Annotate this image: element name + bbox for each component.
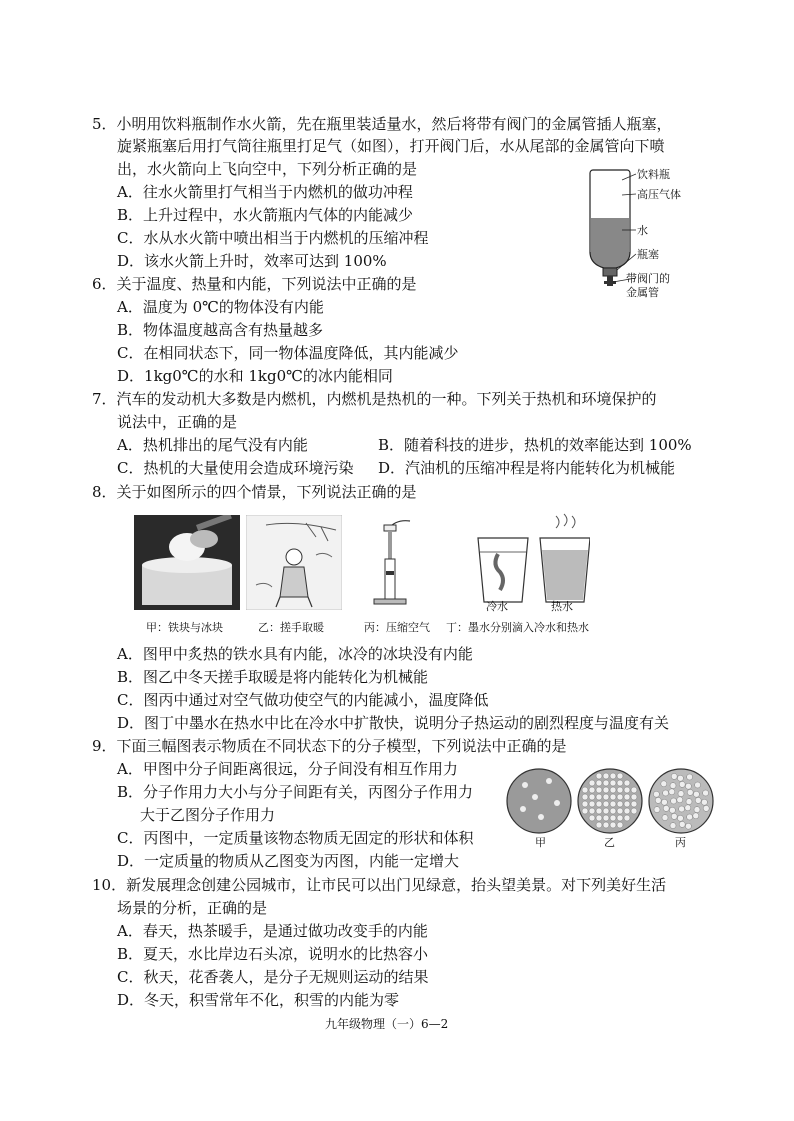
molecule-dot	[685, 823, 691, 829]
molecule-dot	[603, 808, 609, 814]
molecule-dot	[603, 801, 609, 807]
molecule-dot	[617, 801, 623, 807]
q6-stem: 6．关于温度、热量和内能，下列说法中正确的是	[92, 275, 417, 293]
q7-option-a: A．热机排出的尾气没有内能	[117, 436, 308, 454]
molecule-dot	[631, 787, 637, 793]
q10-option-a: A．春天，热茶暖手，是通过做功改变手的内能	[117, 922, 428, 940]
q5-option-b: B．上升过程中，水火箭瓶内气体的内能减少	[117, 206, 414, 224]
molecule-dot	[589, 787, 595, 793]
q7-option-b: B．随着科技的进步，热机的效率能达到 100%	[378, 436, 692, 454]
molecule-dot	[596, 794, 602, 800]
molecule-dot	[671, 798, 677, 804]
molecule-dot	[693, 791, 699, 797]
q5-stem-line2: 旋紧瓶塞后用打气筒往瓶里打足气（如图），打开阀门后，水从尾部的金属管向下喷	[117, 137, 665, 155]
molecule-dot	[596, 787, 602, 793]
q7-stem-line2: 说法中，正确的是	[117, 413, 238, 431]
q8-stem: 8．关于如图所示的四个情景，下列说法正确的是	[92, 483, 417, 501]
molecule-dot	[678, 791, 684, 797]
q6-option-c: C．在相同状态下，同一物体温度降低，其内能减少	[117, 344, 459, 362]
molecule-dot	[617, 773, 623, 779]
molecule-dot	[677, 797, 683, 803]
molecule-dot	[687, 814, 693, 820]
molecule-dot	[703, 805, 709, 811]
molecule-dot	[694, 807, 700, 813]
molecule-dot	[610, 780, 616, 786]
molecule-dot	[701, 799, 707, 805]
label-jia: 甲	[535, 836, 546, 849]
q6-option-d: D．1kg0℃的水和 1kg0℃的冰内能相同	[117, 367, 393, 385]
caption-jia: 甲：铁块与冰块	[146, 621, 223, 634]
molecule-dot	[589, 808, 595, 814]
q10-option-d: D．冬天，积雪常年不化，积雪的内能为零	[117, 991, 400, 1009]
label-bing: 丙	[675, 836, 686, 849]
molecule-dot	[671, 813, 677, 819]
iron-and-ice-photo	[134, 515, 240, 610]
molecule-dot	[582, 808, 588, 814]
compress-air-apparatus	[366, 515, 416, 610]
molecule-dot	[617, 822, 623, 828]
molecule-dot	[670, 823, 676, 829]
molecule-dot	[663, 805, 669, 811]
molecule-dot	[603, 773, 609, 779]
molecule-dot	[596, 822, 602, 828]
label-stopper: 瓶塞	[637, 248, 659, 261]
label-water: 水	[637, 224, 648, 237]
q9-option-a: A．甲图中分子间距离很远，分子间没有相互作用力	[117, 760, 458, 778]
page-footer: 九年级物理（一）6—2	[325, 1017, 449, 1031]
molecule-dot	[693, 813, 699, 819]
q5-option-a: A．往水火箭里打气相当于内燃机的做功冲程	[117, 183, 413, 201]
molecule-dot	[582, 801, 588, 807]
molecule-dot	[662, 815, 668, 821]
molecule-dot	[596, 815, 602, 821]
molecule-dot	[617, 780, 623, 786]
molecule-dot	[610, 822, 616, 828]
molecule-dot	[589, 794, 595, 800]
molecule-dot	[653, 791, 659, 797]
molecule-dot	[654, 807, 660, 813]
molecule-dot	[631, 808, 637, 814]
q5-option-c: C．水从水火箭中喷出相当于内燃机的压缩冲程	[117, 229, 429, 247]
molecule-dot	[610, 787, 616, 793]
rubbing-hands-drawing	[246, 515, 342, 610]
q7-option-c: C．热机的大量使用会造成环境污染	[117, 459, 354, 477]
q8-option-b: B．图乙中冬天搓手取暖是将内能转化为机械能	[117, 668, 429, 686]
molecule-dot	[610, 773, 616, 779]
molecule-dot	[610, 801, 616, 807]
q8-option-c: C．图丙中通过对空气做功使空气的内能减小，温度降低	[117, 691, 489, 709]
q10-stem-line2: 场景的分析，正确的是	[117, 899, 268, 917]
molecule-dot	[695, 797, 701, 803]
q5-stem-line1: 5．小明用饮料瓶制作水火箭，先在瓶里装适量水，然后将带有阀门的金属管插人瓶塞，	[92, 115, 672, 133]
molecule-dot	[582, 794, 588, 800]
molecule-dot	[603, 822, 609, 828]
molecule-dot	[687, 774, 693, 780]
molecule-dot	[610, 794, 616, 800]
molecule-dot	[677, 775, 683, 781]
q6-option-a: A．温度为 0℃的物体没有内能	[117, 298, 324, 316]
q9-option-b-cont: 大于乙图分子作用力	[140, 806, 276, 824]
molecule-dot	[617, 815, 623, 821]
q7-option-d: D．汽油机的压缩冲程是将内能转化为机械能	[378, 459, 676, 477]
molecule-dot	[596, 808, 602, 814]
molecule-dot	[589, 780, 595, 786]
molecule-dot	[603, 815, 609, 821]
molecule-dot	[589, 801, 595, 807]
molecule-dot	[671, 773, 677, 779]
molecule-dot	[610, 808, 616, 814]
q9-stem: 9．下面三幅图表示物质在不同状态下的分子模型，下列说法中正确的是	[92, 737, 567, 755]
molecule-dot	[624, 815, 630, 821]
label-high-pressure-gas: 高压气体	[637, 188, 681, 201]
q5-stem-line3: 出，水火箭向上飞向空中，下列分析正确的是	[117, 160, 418, 178]
q5-option-d: D．该水火箭上升时，效率可达到 100%	[117, 252, 387, 270]
molecule-dot	[582, 787, 588, 793]
q9-option-d: D．一定质量的物质从乙图变为丙图，内能一定增大	[117, 852, 460, 870]
molecule-dot	[603, 787, 609, 793]
molecule-dot	[610, 815, 616, 821]
molecule-dot	[631, 794, 637, 800]
molecule-dot	[617, 787, 623, 793]
molecule-dot	[617, 794, 623, 800]
q10-option-b: B．夏天，水比岸边石头凉，说明水的比热容小	[117, 945, 429, 963]
molecule-dot	[686, 799, 692, 805]
molecule-dot	[695, 782, 701, 788]
label-cold-water: 冷水	[486, 600, 508, 613]
molecule-dot	[677, 815, 683, 821]
molecule-dot	[661, 781, 667, 787]
molecule-dot	[679, 806, 685, 812]
ink-diffusion-beakers	[470, 510, 590, 610]
label-pipe-line2: 金属管	[626, 286, 659, 299]
label-pipe-line1: 带阀门的	[626, 272, 670, 285]
q7-stem-line1: 7．汽车的发动机大多数是内燃机，内燃机是热机的一种。下列关于热机和环境保护的	[92, 390, 657, 408]
molecule-dot	[596, 780, 602, 786]
q9-option-c: C．丙图中，一定质量该物态物质无固定的形状和体积	[117, 829, 474, 847]
label-hot-water: 热水	[551, 600, 573, 613]
q9-option-b: B．分子作用力大小与分子间距有关，丙图分子作用力	[117, 783, 474, 801]
molecule-dot	[679, 781, 685, 787]
molecule-dot	[663, 790, 669, 796]
molecule-dot	[624, 794, 630, 800]
molecule-dot	[661, 799, 667, 805]
molecule-dot	[679, 821, 685, 827]
molecule-dot	[703, 790, 709, 796]
q10-stem-line1: 10．新发展理念创建公园城市，让市民可以出门见绿意，抬头望美景。对下列美好生活	[92, 876, 667, 894]
molecule-dot	[669, 807, 675, 813]
q10-option-c: C．秋天，花香袭人，是分子无规则运动的结果	[117, 968, 429, 986]
molecule-dot	[685, 805, 691, 811]
caption-ding: 丁：墨水分别滴入冷水和热水	[446, 621, 589, 634]
q8-option-a: A．图甲中炙热的铁水具有内能，冰冷的冰块没有内能	[117, 645, 473, 663]
molecule-dot	[603, 794, 609, 800]
molecule-dot	[685, 783, 691, 789]
molecule-dot	[687, 789, 693, 795]
molecule-dot	[624, 780, 630, 786]
molecule-dot	[669, 789, 675, 795]
label-yi: 乙	[604, 836, 615, 849]
molecule-dot	[655, 797, 661, 803]
molecule-dot	[624, 787, 630, 793]
q6-option-b: B．物体温度越高含有热量越多	[117, 321, 324, 339]
molecule-dot	[624, 808, 630, 814]
molecule-dot	[631, 801, 637, 807]
molecular-models-figure	[505, 765, 715, 837]
molecule-dot	[624, 801, 630, 807]
molecule-dot	[670, 783, 676, 789]
molecule-dot	[596, 773, 602, 779]
caption-yi: 乙：搓手取暖	[258, 621, 324, 634]
molecule-dot	[589, 815, 595, 821]
caption-bing: 丙：压缩空气	[364, 621, 430, 634]
molecule-dot	[596, 801, 602, 807]
label-bottle: 饮料瓶	[637, 168, 670, 181]
q8-option-d: D．图丁中墨水在热水中比在冷水中扩散快，说明分子热运动的剧烈程度与温度有关	[117, 714, 670, 732]
molecule-dot	[603, 780, 609, 786]
molecule-dot	[617, 808, 623, 814]
